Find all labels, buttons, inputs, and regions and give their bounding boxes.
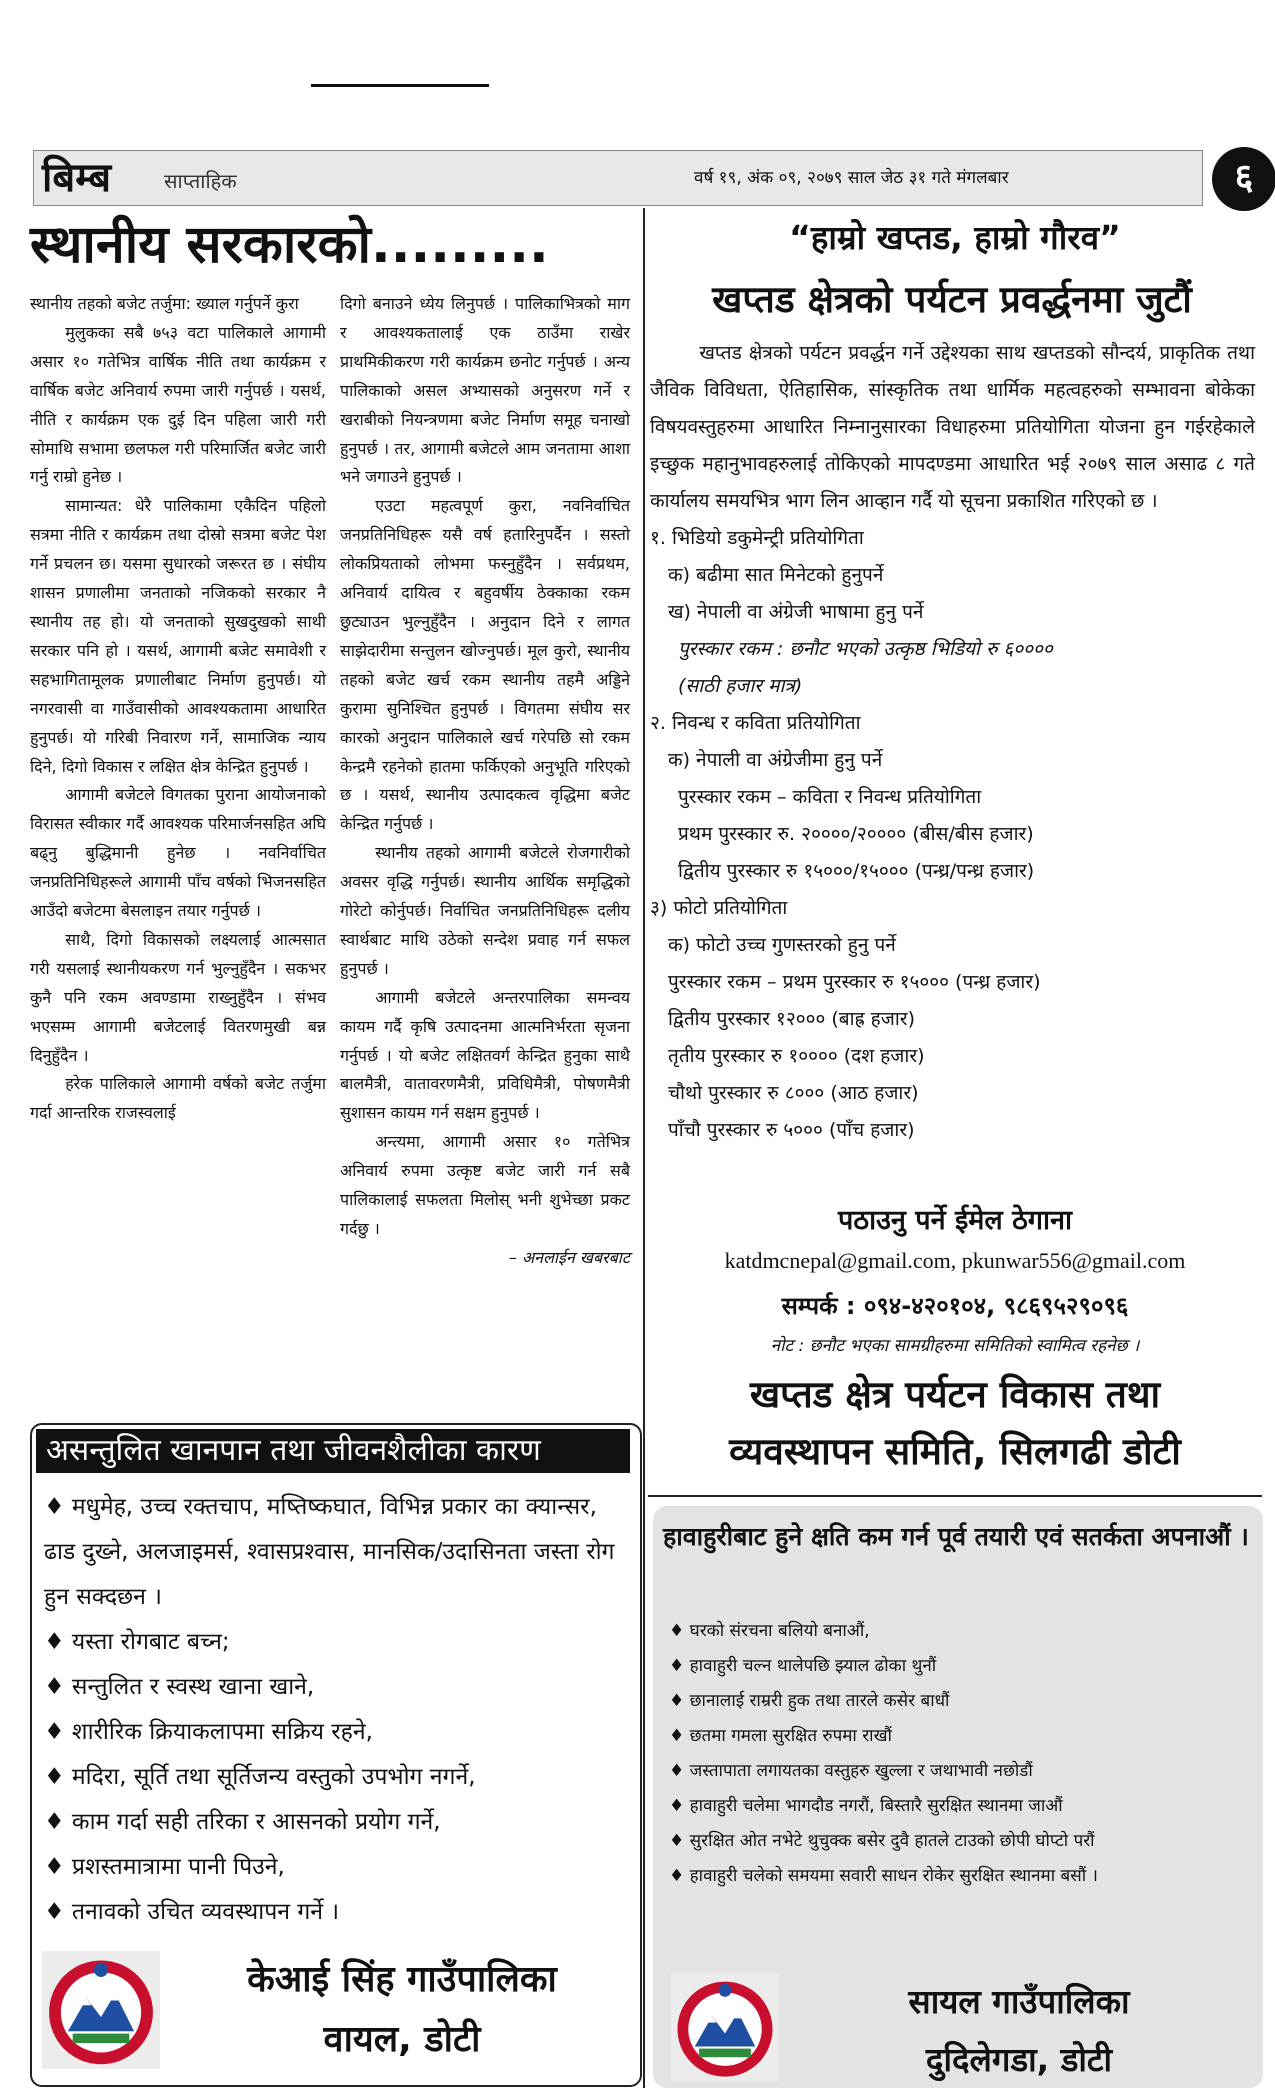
list-item: ♦ छानालाई राम्ररी हुक तथा तारले कसेर बाधौं	[669, 1691, 950, 1711]
committee-name-line-1: खप्तड क्षेत्र पर्यटन विकास तथा	[749, 1373, 1161, 1416]
paragraph: आगामी बजेटले अन्तरपालिका समन्वय कायम गर्दै कृषि उत्पादनमा आत्मनिर्भरता सृजना गर्नुपर्छ । यो बजेट लक्षितवर्ग केन्द्रित हुनुका साथै बालमैत्री, वातावरणमैत्री, प्रविधिमैत्री, पोषणमैत्री सुशासन कायम गर्न सक्षम हुनुपर्छ ।	[340, 987, 630, 1123]
prize-line: पुरस्कार रकम – प्रथम पुरस्कार रु १५००० (पन्ध्र हजार)	[668, 971, 1041, 993]
list-item: ♦ तनावको उचित व्यवस्थापन गर्ने ।	[44, 1899, 340, 1925]
newspaper-logo: बिम्ब	[42, 155, 112, 201]
paragraph: दिगो बनाउने ध्येय लिनुपर्छ । पालिकाभित्रको माग र आवश्यकतालाई एक ठाउँमा राखेर प्राथमिकीकरण गरी कार्यक्रम छनोट गर्नुपर्छ । अन्य पालिकाको असल अभ्यासको अनुसरण गर्ने र खराबीको नियन्त्रणमा बजेट निर्माण समूह चनाखो हुनुपर्छ । तर, आगामी बजेटले आम जनतामा आशा भने जगाउने हुनुपर्छ ।	[340, 294, 630, 487]
rule-item: क) बढीमा सात मिनेटको हुनुपर्ने	[668, 564, 884, 586]
top-rule	[311, 84, 489, 87]
municipality-address: दुदिलेगडा, डोटी	[925, 2040, 1113, 2079]
health-notice-box	[30, 1423, 642, 2087]
storm-notice-box	[653, 1506, 1263, 2088]
list-item: ♦ शारीरिक क्रियाकलापमा सक्रिय रहने,	[44, 1719, 373, 1745]
rule-item: क) फोटो उच्च गुणस्तरको हुनु पर्ने	[668, 934, 896, 956]
prize-line: तृतीय पुरस्कार रु १०००० (दश हजार)	[668, 1045, 925, 1067]
prize-line: द्वितीय पुरस्कार रु १५०००/१५००० (पन्ध्र/पन्ध्र हजार)	[678, 860, 1035, 882]
section-essay: २. निवन्ध र कविता प्रतियोगिता	[650, 712, 861, 734]
notice-headline: खप्तड क्षेत्रको पर्यटन प्रवर्द्धनमा जुटौं	[712, 278, 1192, 321]
paragraph: सामान्यत: धेरै पालिकामा एकैदिन पहिलो सत्रमा नीति र कार्यक्रम तथा दोस्रो सत्रमा बजेट पेश गर्ने प्रचलन छ। यसमा सुधारको जरूरत छ । संघीय शासन प्रणालीमा जनताको नजिकको सरकार नै स्थानीय तह हो। यो जनताको सुखदुखको साथी सरकार पनि हो । यसर्थ, आगामी बजेट समावेशी र सहभागितामूलक प्रणालीबाट निर्माण हुनुपर्छ। यो नगरवासी वा गाउँवासीको आवश्यकतामा आधारित हुनुपर्छ। यो गरिबी निवारण गर्ने, सामाजिक न्याय दिने, दिगो विकास र लक्षित क्षेत्र केन्द्रित हुनुपर्छ ।	[30, 496, 326, 776]
prize-line: चौथो पुरस्कार रु ८००० (आठ हजार)	[668, 1082, 919, 1104]
paragraph: एउटा महत्वपूर्ण कुरा, नवनिर्वाचित जनप्रतिनिधिहरू यसै वर्ष हतारिनुपर्दैन । सस्तो लोकप्रियताको लोभमा फस्नुहुँदैन । सर्वप्रथम, अनिवार्य दायित्व र बहुवर्षीय ठेक्काका रकम छुट्याउन भुल्नुहुँदैन । अनुदान दिने र लागत साझेदारीमा सन्तुलन खोज्नुपर्छ। मूल कुरो, स्थानीय तहको बजेट खर्च रकम स्थानीय तहमै अड्डिने कुरामा सुनिश्चित हुनुपर्छ । विगतमा संघीय सर कारको अनुदान पालिकाले खर्च गरेपछि सो रकम केन्द्रमै रहनेको हातमा फर्किएको अनुभूति गरिएको छ । यसर्थ, स्थानीय उत्पादकत्व वृद्धिमा बजेट केन्द्रित गर्नुपर्छ ।	[340, 496, 630, 834]
list-item: ♦ मधुमेह, उच्च रक्तचाप, मष्तिष्कघात, विभिन्न प्रकार का क्यान्सर, ढाड दुख्ने, अलजाइमर्स, श्वासप्रश्वास, मानसिक/उदासिनता जस्ता रोग हुन सक्दछन ।	[44, 1494, 615, 1610]
paragraph: अन्त्यमा, आगामी असार १० गतेभित्र अनिवार्य रुपमा उत्कृष्ट बजेट जारी गर्न सबै पालिकालाई सफलता मिलोस् भनी शुभेच्छा प्रकट गर्दछु ।	[340, 1132, 630, 1238]
article-column-1	[30, 290, 326, 1128]
issue-info: वर्ष १९, अंक ०९, २०७९ साल जेठ ३१ गते मंगलबार	[694, 168, 1009, 188]
column-divider	[643, 208, 645, 2088]
committee-name	[650, 1366, 1260, 1480]
notice-intro: खप्तड क्षेत्रको पर्यटन प्रवर्द्धन गर्ने उद्देश्यका साथ खप्तडको सौन्दर्य, प्राकृतिक तथा जैविक विविधता, ऐतिहासिक, सांस्कृतिक तथा धार्मिक महत्वहरुको सम्भावना बोकेका विषयवस्तुहरुमा आधारित निम्नानुसारका विधाहरुमा प्रतियोगिता योजना हुन गईरहेकाले इच्छुक महानुभावहरुलाई तोकिएको मापदण्डमा आधारित भई २०७९ साल असाढ ८ गते कार्यालय समयभित्र भाग लिन आव्हान गर्दै यो सूचना प्रकाशित गरिएको छ ।	[650, 342, 1255, 512]
article-headline: स्थानीय सरकारको.........	[30, 215, 549, 275]
rule-item: क) नेपाली वा अंग्रेजीमा हुनु पर्ने	[668, 749, 883, 771]
list-item: ♦ हावाहुरी चल्न थालेपछि झ्याल ढोका थुनौं	[669, 1656, 937, 1676]
article-byline: – अनलाईन खबरबाट	[508, 1247, 630, 1267]
municipality-name: सायल गाउँपालिका	[908, 1982, 1130, 2021]
prize-line: पुरस्कार रकम – कविता र निवन्ध प्रतियोगिता	[678, 786, 982, 808]
storm-notice-title: हावाहुरीबाट हुने क्षति कम गर्न पूर्व तयारी एवं सतर्कता अपनाऔं ।	[663, 1522, 1249, 1551]
article-column-2	[340, 290, 630, 1273]
notice-body	[650, 335, 1255, 1149]
list-item: ♦ घरको संरचना बलियो बनाऔं,	[669, 1621, 870, 1641]
storm-notice-list	[669, 1614, 1253, 1894]
contact-numbers: सम्पर्क : ०९४-४२०१०४, ९८६९५२९०९६	[781, 1292, 1129, 1320]
prize-line: पाँचौ पुरस्कार रु ५००० (पाँच हजार)	[668, 1119, 915, 1141]
prize-line: पुरस्कार रकम : छनौट भएको उत्कृष्ठ भिडियो रु ६००००	[678, 638, 1053, 660]
section-video: १. भिडियो डकुमेन्ट्री प्रतियोगिता	[650, 527, 864, 549]
paragraph: मुलुकका सबै ७५३ वटा पालिकाले आगामी असार १० गतेभित्र वार्षिक नीति तथा कार्यक्रम र वार्षिक बजेट अनिवार्य रुपमा जारी गर्नुपर्छ । यसर्थ, नीति र कार्यक्रम एक दुई दिन पहिला जारी गरी सोमाथि सभामा छलफल गरी परिमार्जित बजेट जारी गर्नु राम्रो हुनेछ ।	[30, 322, 326, 487]
list-item: ♦ काम गर्दा सही तरिका र आसनको प्रयोग गर्ने,	[44, 1809, 441, 1835]
list-item: ♦ जस्तापाता लगायतका वस्तुहरु खुल्ला र जथाभावी नछोडौं	[669, 1761, 1033, 1781]
health-notice-footer	[42, 1947, 632, 2073]
weekly-label: साप्ताहिक	[164, 169, 237, 193]
health-notice-title: असन्तुलित खानपान तथा जीवनशैलीका कारण	[36, 1429, 630, 1473]
list-item: ♦ प्रशस्तमात्रामा पानी पिउने,	[44, 1854, 285, 1880]
list-item: ♦ छतमा गमला सुरक्षित रुपमा राखौं	[669, 1726, 892, 1746]
storm-notice-footer	[671, 1971, 1251, 2087]
list-item: ♦ सुरक्षित ओत नभेटे थुचुक्क बसेर दुवै हातले टाउको छोपी घोप्टो परौं	[669, 1831, 1095, 1851]
ownership-note: नोट : छनौट भएका सामग्रीहरुमा समितिको स्वामित्व रहनेछ ।	[770, 1336, 1140, 1356]
slogan: “हाम्रो खप्तड, हाम्रो गौरव”	[789, 218, 1121, 257]
list-item: ♦ मदिरा, सूर्ति तथा सूर्तिजन्य वस्तुको उपभोग नगर्ने,	[44, 1764, 476, 1790]
paragraph: साथै, दिगो विकासको लक्ष्यलाई आत्मसात गरी यसलाई स्थानीयकरण गर्न भुल्नुहुँदैन । सकभर कुनै पनि रकम अवण्डामा राख्नुहुँदैन । संभव भएसम्म आगामी बजेटलाई वितरणमुखी बन्न दिनुहुँदैन ।	[30, 929, 326, 1065]
list-item: ♦ हावाहुरी चलेको समयमा सवारी साधन रोकेर सुरक्षित स्थानमा बसौं ।	[669, 1866, 1098, 1886]
nepal-emblem-icon	[671, 1973, 779, 2081]
list-item: ♦ हावाहुरी चलेमा भागदौड नगरौं, बिस्तारै सुरक्षित स्थानमा जाऔं	[669, 1796, 1063, 1816]
nepal-emblem-icon	[42, 1951, 160, 2069]
subhead: स्थानीय तहको बजेट तर्जुमा: ख्याल गर्नुपर्ने कुरा	[30, 294, 299, 313]
municipality-name: केआई सिंह गाउँपालिका	[247, 1959, 557, 2000]
committee-name-line-2: व्यवस्थापन समिति, सिलगढी डोटी	[729, 1430, 1181, 1473]
section-divider	[648, 1495, 1262, 1497]
list-item: ♦ यस्ता रोगबाट बच्न;	[44, 1629, 230, 1655]
list-item: ♦ सन्तुलित र स्वस्थ खाना खाने,	[44, 1674, 315, 1700]
section-photo: ३) फोटो प्रतियोगिता	[650, 897, 788, 919]
paragraph: स्थानीय तहको आगामी बजेटले रोजगारीको अवसर वृद्धि गर्नुपर्छ। स्थानीय आर्थिक समृद्धिको गोरेटो कोर्नुपर्छ। निर्वाचित जनप्रतिनिधिहरू दलीय स्वार्थबाट माथि उठेको सन्देश प्रवाह गर्न सफल हुनुपर्छ ।	[340, 843, 630, 978]
health-notice-list	[44, 1485, 632, 1935]
paragraph: हरेक पालिकाले आगामी वर्षको बजेट तर्जुमा गर्दा आन्तरिक राजस्वलाई	[30, 1074, 326, 1123]
rule-item: ख) नेपाली वा अंग्रेजी भाषामा हुनु पर्ने	[668, 601, 924, 623]
prize-words: (साठी हजार मात्र)	[678, 675, 803, 697]
masthead	[33, 150, 1254, 206]
prize-line: द्वितीय पुरस्कार १२००० (बाह्र हजार)	[668, 1008, 915, 1030]
prize-line: प्रथम पुरस्कार रु. २००००/२०००० (बीस/बीस हजार)	[678, 823, 1034, 845]
municipality-address: वायल, डोटी	[323, 2019, 481, 2060]
paragraph: आगामी बजेटले विगतका पुराना आयोजनाको विरासत स्वीकार गर्दै आवश्यक परिमार्जनसहित अघि बढ्नु बुद्धिमानी हुनेछ । नवनिर्वाचित जनप्रतिनिधिहरूले आगामी पाँच वर्षको भिजनसहित आउँदो बजेटमा बेसलाइन तयार गर्नुपर्छ ।	[30, 785, 326, 921]
page-number: ६	[1212, 147, 1275, 211]
email-addresses: katdmcnepal@gmail.com, pkunwar556@gmail.com	[724, 1248, 1186, 1273]
email-heading: पठाउनु पर्ने ईमेल ठेगाना	[838, 1205, 1072, 1236]
